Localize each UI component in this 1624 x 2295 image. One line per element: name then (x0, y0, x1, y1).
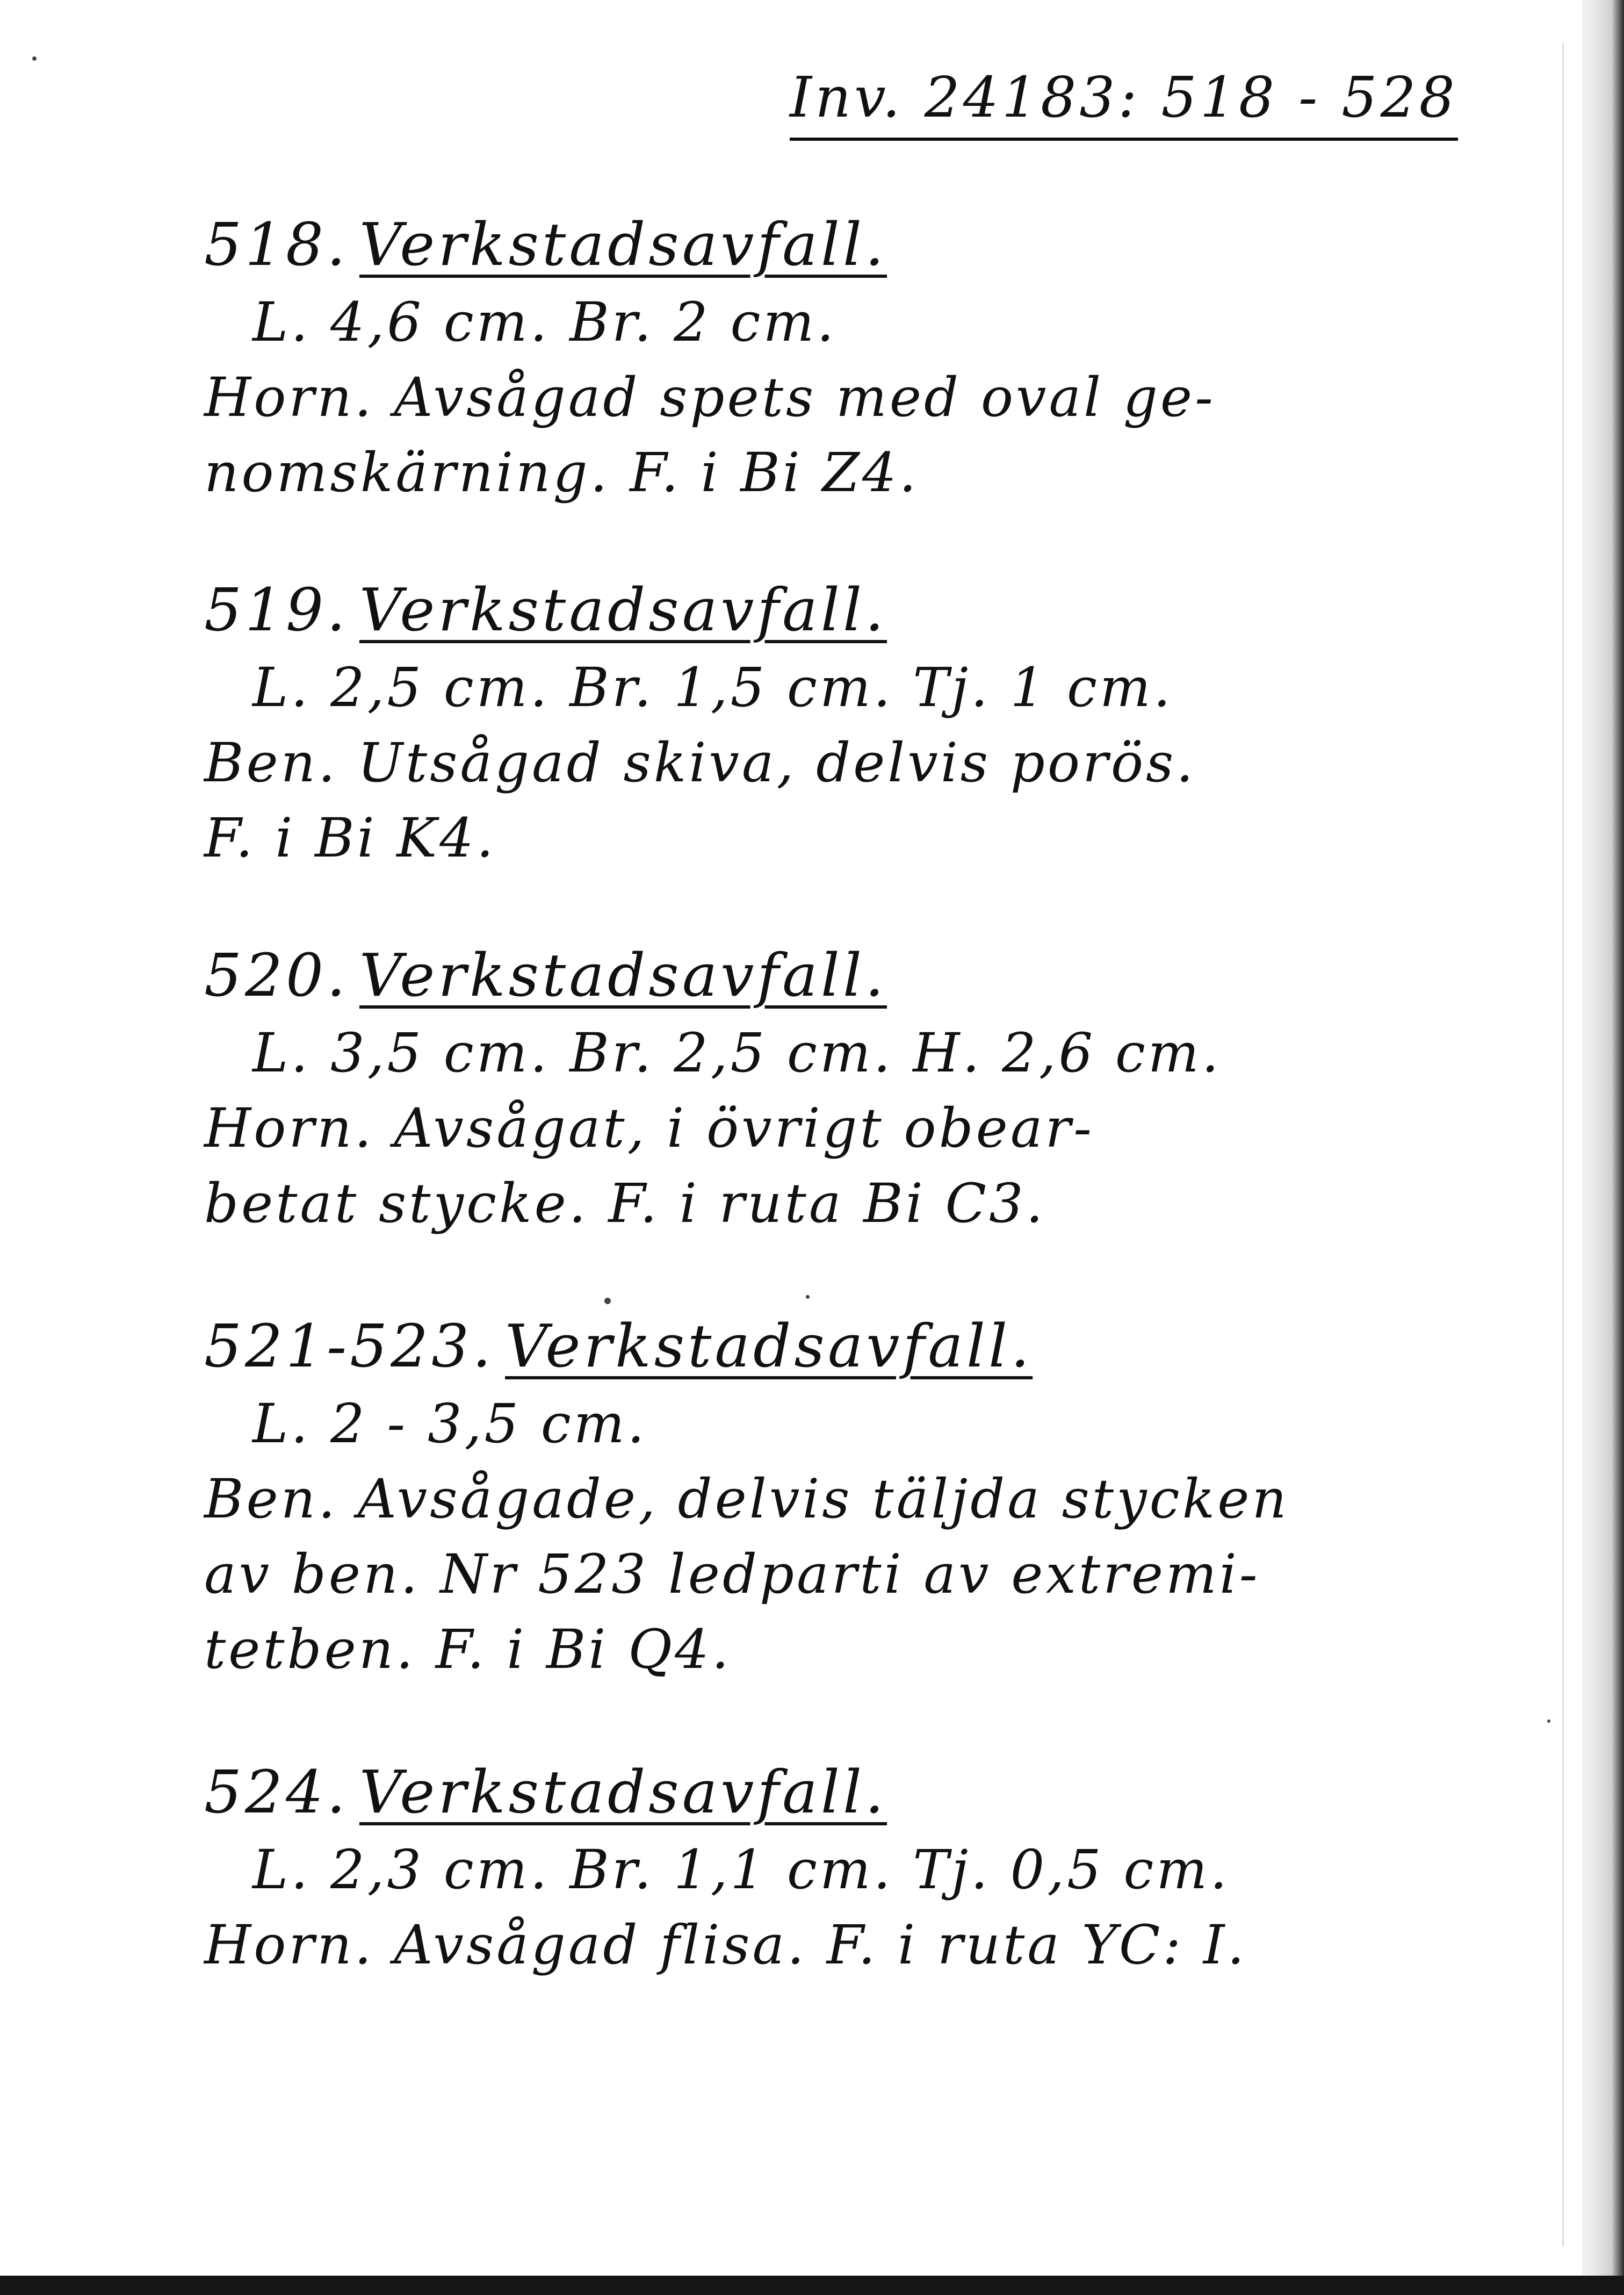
catalog-entry (204, 1306, 1547, 1687)
entry-measurements: L. 2 - 3,5 cm. (252, 1392, 647, 1455)
entry-description-line: av ben. Nr 523 ledparti av extremi- (204, 1543, 1260, 1606)
entry-heading (204, 1752, 1547, 1832)
entry-measurements: L. 2,5 cm. Br. 1,5 cm. Tj. 1 cm. (252, 656, 1173, 719)
entry-description-line: Ben. Avsågade, delvis täljda stycken (204, 1467, 1289, 1530)
entry-heading (204, 204, 1547, 285)
entry-heading (204, 570, 1547, 650)
entry-description-line: F. i Bi K4. (204, 807, 496, 869)
entry-measurements: L. 3,5 cm. Br. 2,5 cm. H. 2,6 cm. (252, 1021, 1222, 1084)
entry-description-line: Horn. Avsågad spets med oval ge- (204, 366, 1216, 429)
entry-measurements: L. 2,3 cm. Br. 1,1 cm. Tj. 0,5 cm. (252, 1838, 1230, 1901)
entry-title: Verkstadsavfall. (359, 941, 887, 1010)
entry-description-line: Horn. Avsågad flisa. F. i ruta YC: I. (204, 1913, 1247, 1976)
entry-description-line: Horn. Avsågat, i övrigt obear- (204, 1097, 1095, 1160)
catalog-entry (204, 1752, 1547, 1983)
scan-speck (604, 1298, 611, 1304)
scan-speck (32, 56, 37, 61)
entry-description-line: Ben. Utsågad skiva, delvis porös. (204, 731, 1196, 794)
entry-heading (204, 1306, 1547, 1386)
entry-number: 521-523. (204, 1312, 495, 1380)
entry-measurements: L. 4,6 cm. Br. 2 cm. (252, 291, 837, 354)
entry-heading (204, 935, 1547, 1016)
entry-title: Verkstadsavfall. (505, 1312, 1033, 1380)
entry-number: 519. (204, 575, 349, 644)
entry-description-line: nomskärning. F. i Bi Z4. (204, 441, 919, 504)
page-edge-shadow (1562, 43, 1564, 2246)
catalog-entry (204, 570, 1547, 876)
page-edge (1582, 0, 1624, 2295)
entry-description-line: tetben. F. i Bi Q4. (204, 1618, 732, 1681)
entry-description-line: betat stycke. F. i ruta Bi C3. (204, 1172, 1046, 1235)
entry-number: 520. (204, 941, 349, 1010)
catalog-entry (204, 204, 1547, 510)
entry-title: Verkstadsavfall. (359, 575, 887, 644)
entry-number: 518. (204, 210, 349, 279)
scan-border (0, 2276, 1624, 2295)
scan-speck (806, 1295, 810, 1299)
entry-number: 524. (204, 1758, 349, 1826)
scan-speck (1547, 1720, 1550, 1723)
entry-title: Verkstadsavfall. (359, 210, 887, 279)
entry-title: Verkstadsavfall. (359, 1758, 887, 1826)
catalog-entry (204, 935, 1547, 1241)
inventory-header: Inv. 24183: 518 - 528 (790, 64, 1458, 141)
